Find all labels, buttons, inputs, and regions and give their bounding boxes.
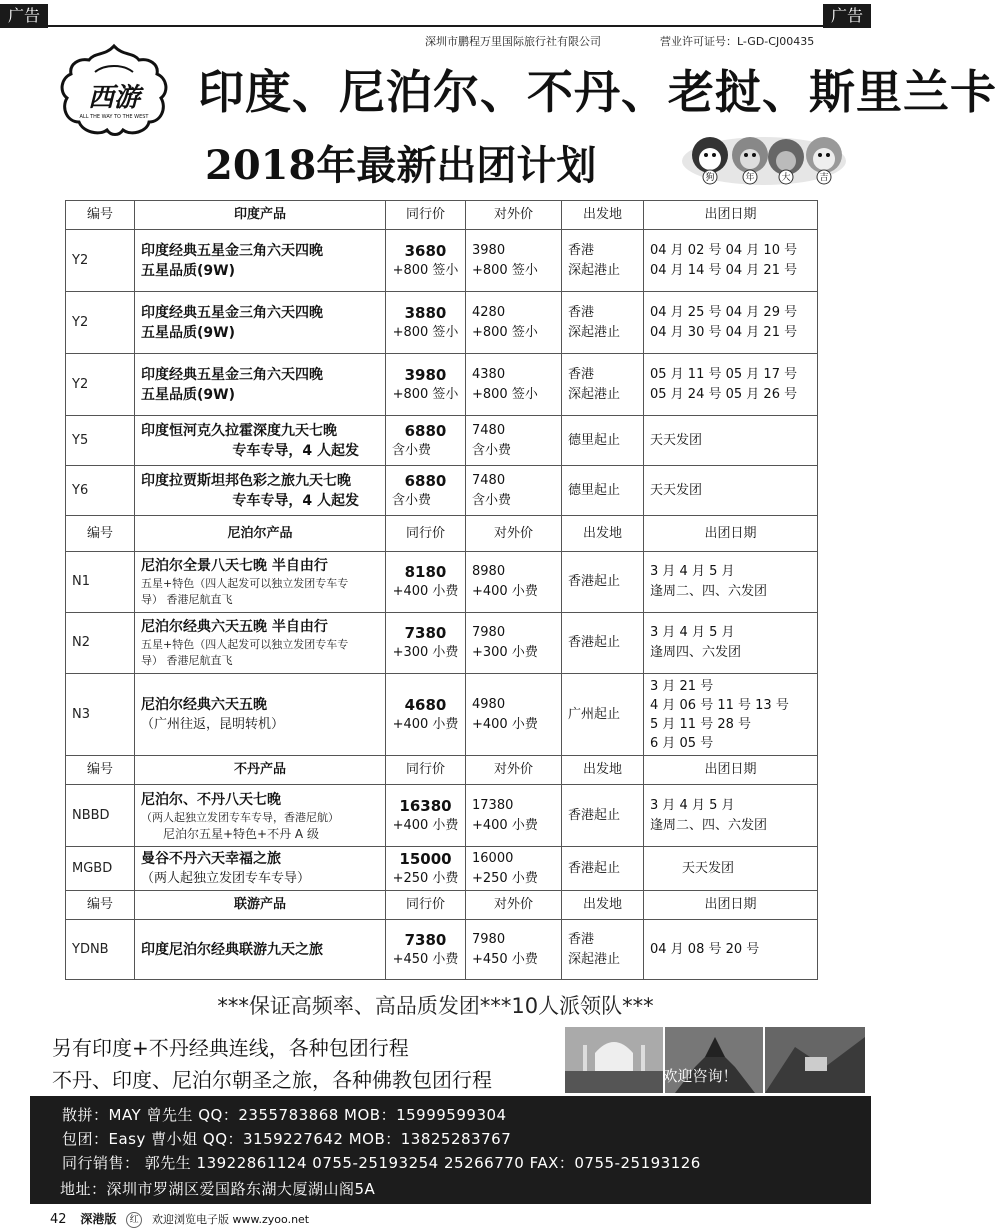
cell-text: （广州往返，昆明转机）	[141, 716, 285, 732]
table-cell: 同行价	[386, 891, 466, 920]
cell-text: 05 月 11 号 05 月 17 号	[650, 366, 798, 382]
cell-text: +450 小费	[472, 951, 538, 967]
table-cell	[386, 785, 466, 847]
cell-text: +800 签小	[392, 324, 459, 340]
cell-text: 6 月 05 号	[650, 735, 714, 751]
table-row	[66, 354, 818, 416]
table-cell	[135, 847, 386, 891]
table-cell: Y6	[66, 466, 135, 516]
table-cell	[644, 354, 818, 416]
cell-text: 3680	[404, 241, 447, 260]
table-cell	[466, 552, 562, 613]
table-cell: 德里起止	[562, 416, 644, 466]
table-cell	[466, 847, 562, 891]
cell-text: 04 月 02 号 04 月 10 号	[650, 242, 798, 258]
cell-text: +300 小费	[392, 645, 459, 660]
table-cell: YDNB	[66, 920, 135, 980]
address: 地址：深圳市罗湖区爱国路东湖大厦湖山阁5A	[60, 1180, 376, 1198]
section-header-combo	[66, 891, 818, 920]
table-cell	[135, 466, 386, 516]
section-title-combo: 联游产品	[135, 891, 386, 920]
col-code: 编号	[66, 201, 135, 230]
table-cell	[466, 613, 562, 674]
cell-text: 导） 香港尼航直飞	[141, 654, 233, 667]
cell-text: 印度尼泊尔经典联游九天之旅	[141, 941, 323, 958]
contact-line-2: 包团：Easy 曹小姐 QQ：3159227642 MOB：13825283767	[62, 1130, 512, 1148]
col-retail: 对外价	[466, 201, 562, 230]
table-row	[66, 613, 818, 674]
cell-text: 8180	[404, 563, 447, 581]
guarantee-banner: ***保证高频率、高品质发团***10人派领队***	[217, 994, 654, 1018]
cell-text: +300 小费	[472, 645, 538, 660]
cell-text: 16380	[399, 796, 452, 815]
cell-text: 4380	[472, 366, 506, 382]
table-row	[66, 674, 818, 756]
table-cell	[386, 230, 466, 292]
table-cell: 出团日期	[644, 891, 818, 920]
section-title-india: 印度产品	[135, 201, 386, 230]
table-cell: 出发地	[562, 516, 644, 552]
cell-text: 6880	[404, 471, 447, 490]
table-cell: 香港起止	[562, 847, 644, 891]
cell-text: 逢周四、六发团	[650, 645, 742, 660]
contact-line-1: 散拼：MAY 曾先生 QQ：2355783868 MOB：15999599304	[62, 1106, 507, 1124]
table-cell	[135, 416, 386, 466]
cell-text: 含小费	[472, 492, 512, 508]
dog-char-1: 狗	[705, 173, 715, 183]
tour-plan-table	[65, 200, 818, 980]
table-cell	[135, 230, 386, 292]
cell-text: +800 签小	[472, 324, 538, 340]
table-cell	[562, 920, 644, 980]
dog-char-3: 大	[781, 173, 791, 183]
dog-char-2: 年	[745, 173, 755, 183]
dog-4-icon	[806, 137, 842, 173]
table-cell	[466, 466, 562, 516]
cell-text: +450 小费	[392, 951, 459, 967]
cell-text: 4280	[472, 304, 506, 320]
cell-text: +400 小费	[472, 716, 538, 732]
cell-text: +400 小费	[392, 584, 459, 599]
table-cell: 天天发团	[644, 847, 818, 891]
cell-text: 五星品质(9W)	[141, 386, 235, 403]
table-cell: Y2	[66, 354, 135, 416]
table-cell: 对外价	[466, 756, 562, 785]
cell-text: 4680	[404, 695, 447, 714]
cell-text: 尼泊尔全景八天七晚 半自由行	[141, 558, 328, 574]
cell-text: +800 签小	[392, 386, 459, 402]
col-trade: 同行价	[386, 201, 466, 230]
cell-text: 专车专导，4 人起发	[232, 492, 359, 509]
cell-text: 导） 香港尼航直飞	[141, 593, 233, 606]
section-title-nepal: 尼泊尔产品	[135, 516, 386, 552]
table-cell: N3	[66, 674, 135, 756]
table-cell	[562, 230, 644, 292]
table-row	[66, 230, 818, 292]
table-row	[66, 416, 818, 466]
section-header-bhutan	[66, 756, 818, 785]
table-cell	[386, 354, 466, 416]
table-cell	[135, 785, 386, 847]
table-cell: 出发地	[562, 891, 644, 920]
table-row	[66, 552, 818, 613]
table-cell: 同行价	[386, 756, 466, 785]
browse-url: 欢迎浏览电子版 www.zyoo.net	[152, 1213, 310, 1226]
table-row	[66, 292, 818, 354]
cell-text: 5 月 11 号 28 号	[650, 716, 752, 732]
cell-text: 3880	[404, 303, 447, 322]
page-number: 42	[50, 1212, 67, 1227]
cell-text: +250 小费	[392, 870, 459, 886]
table-cell: 天天发团	[644, 466, 818, 516]
table-cell	[386, 552, 466, 613]
cell-text: 3 月 4 月 5 月	[650, 625, 735, 640]
table-cell: 编号	[66, 756, 135, 785]
table-cell: 天天发团	[644, 416, 818, 466]
table-cell	[386, 416, 466, 466]
table-cell	[386, 674, 466, 756]
cell-text: 尼泊尔经典六天五晚	[141, 696, 267, 713]
cell-text: 曼谷不丹六天幸福之旅	[141, 850, 281, 867]
cell-text: 尼泊尔、不丹八天七晚	[141, 791, 281, 808]
cell-text: 五星品质(9W)	[141, 262, 235, 279]
table-cell: 编号	[66, 516, 135, 552]
table-cell: Y5	[66, 416, 135, 466]
cell-text: 7380	[404, 624, 447, 642]
col-depart: 出发地	[562, 201, 644, 230]
cell-text: 7980	[472, 625, 506, 640]
cell-text: +800 签小	[392, 262, 459, 278]
dog-1-icon	[692, 137, 728, 173]
top-rule	[40, 25, 830, 27]
dog-year-illustration	[680, 125, 848, 187]
xiyou-logo	[55, 42, 173, 138]
cell-text: 16000	[472, 850, 514, 866]
cell-text: 深起港止	[568, 262, 621, 278]
table-cell	[644, 552, 818, 613]
cell-text: 3 月 4 月 5 月	[650, 564, 735, 579]
cell-text: 7380	[404, 930, 447, 949]
table-cell: 香港起止	[562, 552, 644, 613]
cell-text: 印度经典五星金三角六天四晚	[141, 242, 323, 259]
section-header-nepal	[66, 516, 818, 552]
logo-text: 西游	[87, 83, 141, 113]
table-row	[66, 847, 818, 891]
table-cell: 出发地	[562, 756, 644, 785]
cell-text: 逢周二、四、六发团	[650, 817, 768, 833]
table-cell	[135, 552, 386, 613]
table-cell: 出团日期	[644, 516, 818, 552]
subhead: 2018年最新出团计划	[205, 142, 597, 189]
company-name: 深圳市鹏程万里国际旅行社有限公司	[425, 35, 601, 48]
cell-text: 含小费	[472, 442, 512, 458]
section-title-bhutan: 不丹产品	[135, 756, 386, 785]
cell-text: （两人起独立发团专车专导）	[141, 870, 311, 886]
cell-text: 含小费	[392, 492, 432, 508]
cell-text: 深起港止	[568, 324, 621, 340]
table-cell	[562, 354, 644, 416]
table-cell	[135, 674, 386, 756]
table-cell: 同行价	[386, 516, 466, 552]
cell-text: 逢周二、四、六发团	[650, 584, 768, 599]
logo-sub: ALL THE WAY TO THE WEST	[79, 114, 149, 120]
table-cell: 德里起止	[562, 466, 644, 516]
table-cell	[466, 354, 562, 416]
edition: 深港版	[80, 1212, 117, 1226]
dog-char-4: 吉	[819, 173, 829, 183]
table-cell	[562, 292, 644, 354]
table-row	[66, 466, 818, 516]
dog-2-icon	[732, 137, 768, 173]
ad-label-right: 广告	[823, 4, 871, 28]
cell-text: 4 月 06 号 11 号 13 号	[650, 697, 789, 713]
cell-text: +800 签小	[472, 262, 538, 278]
cell-text: 04 月 30 号 04 月 21 号	[650, 324, 798, 340]
table-cell: 对外价	[466, 516, 562, 552]
ad-label-left: 广告	[0, 4, 48, 28]
table-cell: 香港起止	[562, 613, 644, 674]
welcome-text: 欢迎咨询！	[662, 1067, 738, 1085]
cell-text: 印度恒河克久拉霍深度九天七晚	[141, 422, 337, 439]
cell-text: 印度经典五星金三角六天四晚	[141, 366, 323, 383]
cell-text: 五星+特色（四人起发可以独立发团专车专	[141, 638, 349, 651]
table-cell: 04 月 08 号 20 号	[644, 920, 818, 980]
cell-text: 深起港止	[568, 386, 621, 402]
col-dates: 出团日期	[644, 201, 818, 230]
cell-text: 3980	[472, 242, 506, 258]
cell-text: 五星品质(9W)	[141, 324, 235, 341]
cell-text: 04 月 25 号 04 月 29 号	[650, 304, 798, 320]
table-cell: 广州起止	[562, 674, 644, 756]
cell-text: 专车专导，4 人起发	[232, 442, 359, 459]
table-cell: N1	[66, 552, 135, 613]
cell-text: 含小费	[392, 442, 432, 458]
cell-text: +400 小费	[392, 716, 459, 732]
table-cell	[644, 613, 818, 674]
table-row	[66, 785, 818, 847]
cell-text: +250 小费	[472, 870, 538, 886]
table-cell	[644, 785, 818, 847]
table-cell	[466, 230, 562, 292]
table-cell	[644, 230, 818, 292]
table-cell	[466, 674, 562, 756]
cell-text: 15000	[399, 849, 452, 868]
cell-text: 7480	[472, 422, 506, 438]
section-header-india	[66, 201, 818, 230]
table-row	[66, 920, 818, 980]
cell-text: 05 月 24 号 05 月 26 号	[650, 386, 798, 402]
cell-text: 7980	[472, 931, 506, 947]
cell-text: 7480	[472, 472, 506, 488]
cell-text: 04 月 14 号 04 月 21 号	[650, 262, 798, 278]
headline: 印度、尼泊尔、不丹、老挝、斯里兰卡	[198, 65, 997, 119]
cell-text: 五星+特色（四人起发可以独立发团专车专	[141, 577, 349, 590]
cell-text: 尼泊尔经典六天五晚 半自由行	[141, 619, 328, 635]
table-cell: 出团日期	[644, 756, 818, 785]
table-cell: 对外价	[466, 891, 562, 920]
cell-text: +800 签小	[472, 386, 538, 402]
table-cell: 编号	[66, 891, 135, 920]
cell-text: 尼泊尔五星+特色+不丹 A 级	[163, 826, 319, 841]
cell-text: 3980	[404, 365, 447, 384]
cell-text: （两人起独立发团专车专导，香港尼航）	[141, 810, 339, 824]
table-cell	[135, 292, 386, 354]
contact-footer	[30, 1096, 871, 1204]
cell-text: +400 小费	[472, 817, 538, 833]
cell-text: 印度经典五星金三角六天四晚	[141, 304, 323, 321]
cell-text: 香港	[568, 304, 595, 320]
cell-text: +400 小费	[392, 817, 459, 833]
page-footer	[50, 1210, 309, 1228]
table-cell	[386, 466, 466, 516]
table-cell	[466, 920, 562, 980]
table-cell: N2	[66, 613, 135, 674]
cell-text: 香港	[568, 931, 595, 947]
promo-line-1: 另有印度+不丹经典连线，各种包团行程	[52, 1036, 409, 1060]
cell-text: 3 月 4 月 5 月	[650, 797, 735, 813]
table-cell	[135, 920, 386, 980]
cell-text: 深起港止	[568, 951, 621, 967]
license-number: 营业许可证号：L-GD-CJ00435	[660, 35, 815, 48]
cell-text: 3 月 21 号	[650, 678, 714, 694]
table-cell	[135, 613, 386, 674]
table-cell	[466, 292, 562, 354]
table-cell	[135, 354, 386, 416]
cell-text: +400 小费	[472, 584, 538, 599]
cell-text: 香港	[568, 242, 595, 258]
table-cell	[466, 785, 562, 847]
table-cell: MGBD	[66, 847, 135, 891]
cell-text: 17380	[472, 797, 514, 813]
table-cell	[644, 292, 818, 354]
table-cell: Y2	[66, 292, 135, 354]
table-cell	[466, 416, 562, 466]
table-cell	[644, 674, 818, 756]
cell-text: 印度拉贾斯坦邦色彩之旅九天七晚	[141, 472, 351, 489]
cell-text: 6880	[404, 421, 447, 440]
cell-text: 8980	[472, 564, 506, 579]
edition-mark-icon: 红	[126, 1212, 142, 1228]
table-cell: NBBD	[66, 785, 135, 847]
table-cell	[386, 292, 466, 354]
cell-text: 香港	[568, 366, 595, 382]
table-cell	[386, 847, 466, 891]
cell-text: 4980	[472, 696, 506, 712]
table-cell	[386, 920, 466, 980]
promo-line-2: 不丹、印度、尼泊尔朝圣之旅，各种佛教包团行程	[52, 1068, 492, 1092]
table-cell	[386, 613, 466, 674]
table-cell: 香港起止	[562, 785, 644, 847]
destination-photos	[565, 1027, 865, 1093]
contact-line-3: 同行销售： 郭先生 13922861124 0755-25193254 25266770 FAX：0755-25193126	[62, 1154, 701, 1172]
table-cell: Y2	[66, 230, 135, 292]
